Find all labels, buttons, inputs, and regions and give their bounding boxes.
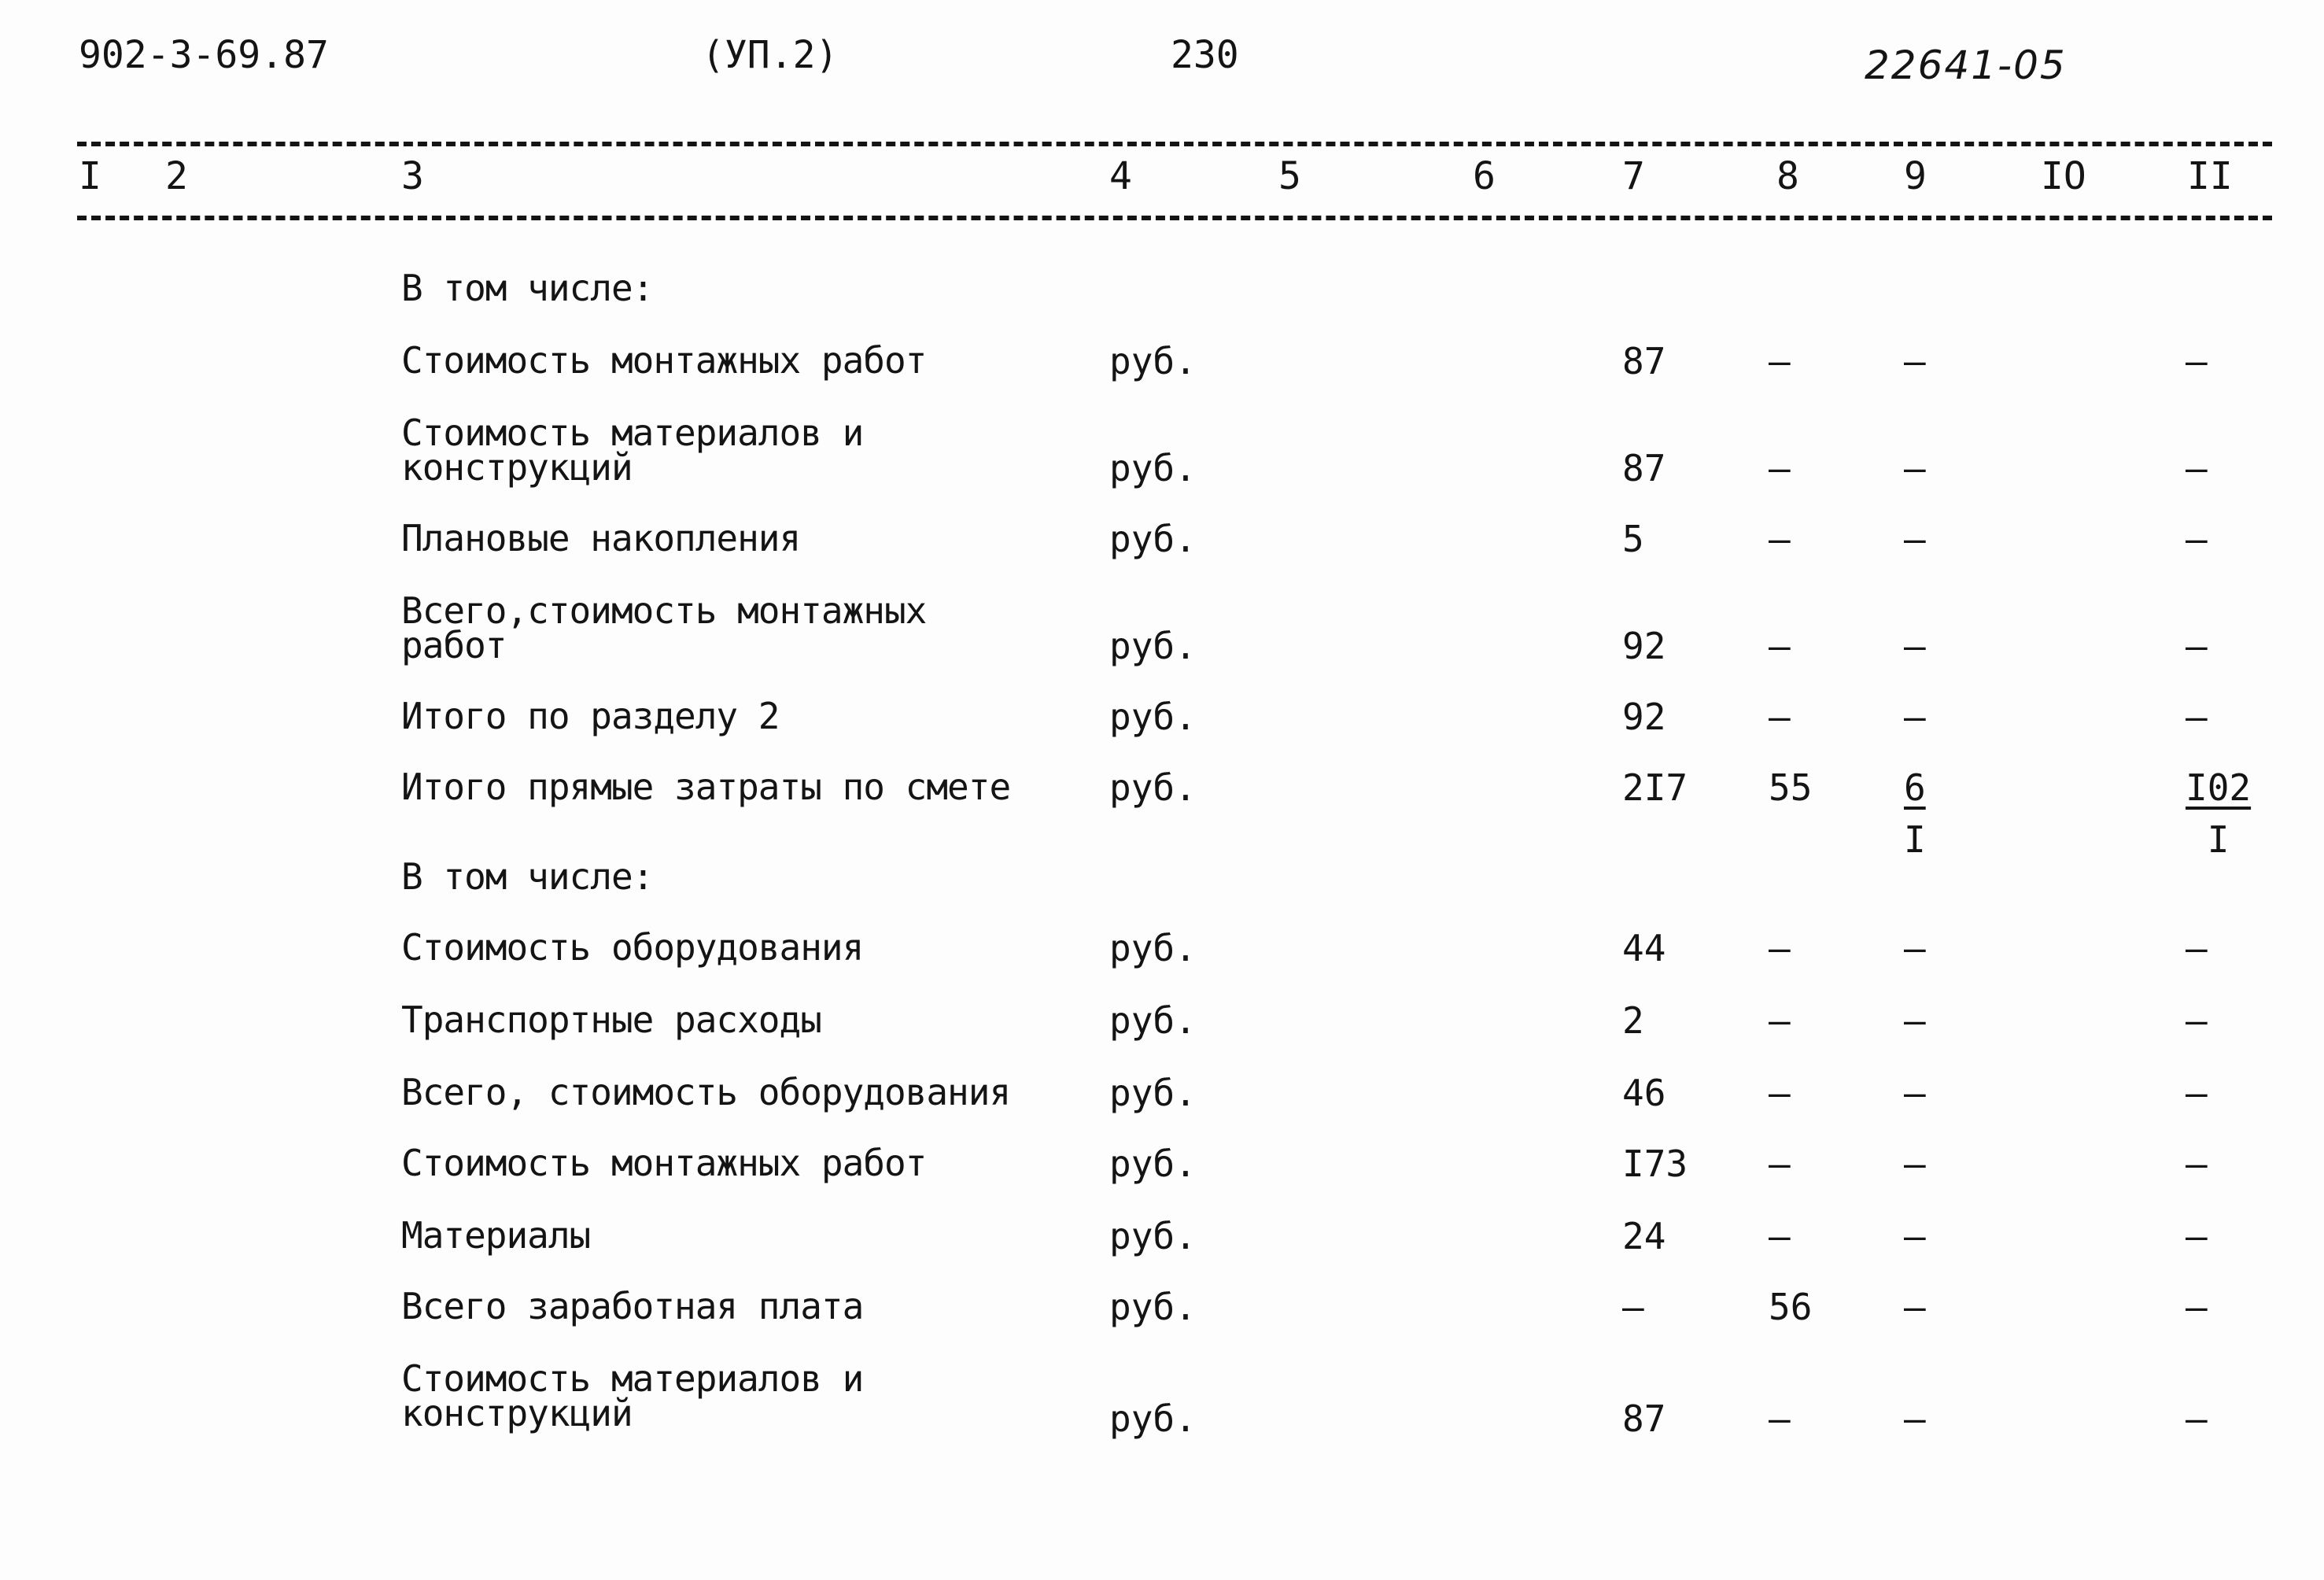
row-8-col11: – — [2186, 927, 2208, 969]
row-13-col8: 56 — [1769, 1286, 1813, 1328]
row-2-col7: 87 — [1622, 447, 1666, 489]
row-4-col9: – — [1904, 625, 1926, 667]
row-1-unit: руб. — [1109, 340, 1197, 382]
row-3-col9: – — [1904, 518, 1926, 560]
row-10-col7: 46 — [1622, 1072, 1666, 1114]
row-4-text: Всего,стоимость монтажных работ — [401, 589, 927, 666]
row-6-col8: 55 — [1769, 766, 1813, 809]
row-1-col8: – — [1769, 340, 1791, 382]
col-number-10: IO — [2041, 154, 2086, 198]
row-8-col9: – — [1904, 927, 1926, 969]
row-14-col9: – — [1904, 1397, 1926, 1440]
row-4-unit: руб. — [1109, 625, 1197, 667]
row-8-col8: – — [1769, 927, 1791, 969]
row-10-unit: руб. — [1109, 1072, 1197, 1114]
row-5-col7: 92 — [1622, 696, 1666, 738]
row-2-col9: – — [1904, 447, 1926, 489]
row-9-text: Транспортные расходы — [401, 999, 821, 1041]
row-6-col11-fraction — [2186, 766, 2252, 861]
col-number-3: 3 — [401, 154, 424, 198]
col-number-1: I — [79, 154, 101, 198]
row-9-col9: – — [1904, 999, 1926, 1042]
page-number: 230 — [1171, 33, 1239, 77]
row-4-col8: – — [1769, 625, 1791, 667]
row-6-col11-numerator: I02 — [2186, 766, 2252, 809]
row-0-text: В том числе: — [401, 267, 654, 309]
row-2-text: Стоимость материалов и конструкций — [401, 412, 864, 489]
row-2-col11: – — [2186, 447, 2208, 489]
row-6-col9-denominator: I — [1904, 818, 1926, 861]
row-14-col8: – — [1769, 1397, 1791, 1440]
row-11-col11: – — [2186, 1143, 2208, 1185]
row-2-unit: руб. — [1109, 447, 1197, 489]
row-13-unit: руб. — [1109, 1286, 1197, 1328]
row-6-col7: 2I7 — [1622, 766, 1688, 809]
row-12-unit: руб. — [1109, 1215, 1197, 1257]
row-11-col9: – — [1904, 1143, 1926, 1185]
row-3-unit: руб. — [1109, 518, 1197, 560]
bottom-dashed-rule — [77, 216, 2272, 220]
row-5-unit: руб. — [1109, 696, 1197, 738]
document-code: 902-3-69.87 — [79, 33, 329, 77]
row-10-col9: – — [1904, 1072, 1926, 1114]
row-11-text: Стоимость монтажных работ — [401, 1142, 927, 1184]
col-number-4: 4 — [1109, 154, 1132, 198]
row-3-col8: – — [1769, 518, 1791, 560]
row-8-text: Стоимость оборудования — [401, 926, 864, 969]
col-number-7: 7 — [1622, 154, 1645, 198]
row-13-col9: – — [1904, 1286, 1926, 1328]
section-label: (УП.2) — [702, 33, 839, 77]
row-14-unit: руб. — [1109, 1397, 1197, 1440]
row-12-col9: – — [1904, 1215, 1926, 1257]
row-12-col7: 24 — [1622, 1215, 1666, 1257]
row-9-col11: – — [2186, 999, 2208, 1042]
row-3-text: Плановые накопления — [401, 517, 801, 559]
row-6-col11-denominator: I — [2207, 818, 2230, 861]
row-2-col8: – — [1769, 447, 1791, 489]
row-5-col8: – — [1769, 696, 1791, 738]
row-1-text: Стоимость монтажных работ — [401, 339, 927, 382]
row-12-text: Материалы — [401, 1214, 591, 1257]
row-9-col7: 2 — [1622, 999, 1644, 1042]
row-11-unit: руб. — [1109, 1143, 1197, 1185]
col-number-6: 6 — [1473, 154, 1496, 198]
row-9-unit: руб. — [1109, 999, 1197, 1042]
row-13-text: Всего заработная плата — [401, 1285, 864, 1327]
inventory-stamp: 22641-05 — [1865, 42, 2067, 88]
row-11-col8: – — [1769, 1143, 1791, 1185]
row-11-col7: I73 — [1622, 1143, 1688, 1185]
row-6-text: Итого прямые затраты по смете — [401, 766, 1011, 808]
row-12-col8: – — [1769, 1215, 1791, 1257]
row-8-col7: 44 — [1622, 927, 1666, 969]
row-4-col11: – — [2186, 625, 2208, 667]
row-7-text: В том числе: — [401, 855, 654, 898]
row-1-col11: – — [2186, 340, 2208, 382]
row-6-col9-fraction — [1904, 766, 1926, 861]
row-8-unit: руб. — [1109, 927, 1197, 969]
row-5-text: Итого по разделу 2 — [401, 695, 780, 737]
row-1-col7: 87 — [1622, 340, 1666, 382]
row-14-text: Стоимость материалов и конструкций — [401, 1357, 864, 1434]
row-10-col8: – — [1769, 1072, 1791, 1114]
row-13-col11: – — [2186, 1286, 2208, 1328]
row-10-col11: – — [2186, 1072, 2208, 1114]
row-5-col9: – — [1904, 696, 1926, 738]
col-number-5: 5 — [1278, 154, 1301, 198]
col-number-2: 2 — [165, 154, 188, 198]
row-14-col11: – — [2186, 1397, 2208, 1440]
row-10-text: Всего, стоимость оборудования — [401, 1071, 1011, 1113]
row-6-col9-numerator: 6 — [1904, 766, 1926, 809]
col-number-11: II — [2187, 154, 2233, 198]
row-12-col11: – — [2186, 1215, 2208, 1257]
top-dashed-rule — [77, 142, 2272, 146]
row-3-col11: – — [2186, 518, 2208, 560]
row-6-unit: руб. — [1109, 766, 1197, 809]
row-13-col7: – — [1622, 1286, 1644, 1328]
row-4-col7: 92 — [1622, 625, 1666, 667]
row-5-col11: – — [2186, 696, 2208, 738]
row-14-col7: 87 — [1622, 1397, 1666, 1440]
col-number-9: 9 — [1904, 154, 1927, 198]
row-9-col8: – — [1769, 999, 1791, 1042]
row-1-col9: – — [1904, 340, 1926, 382]
row-3-col7: 5 — [1622, 518, 1644, 560]
col-number-8: 8 — [1776, 154, 1799, 198]
